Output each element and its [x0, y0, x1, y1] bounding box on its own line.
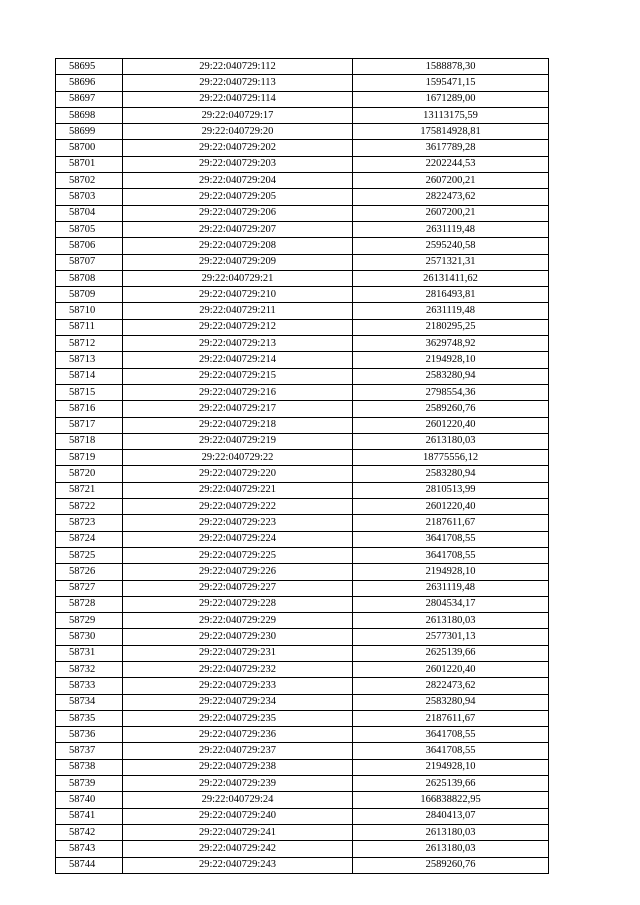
table-row	[56, 433, 549, 449]
value-cell: 13113175,59	[353, 107, 549, 123]
cadastral-number-cell: 29:22:040729:231	[123, 645, 353, 661]
table-row	[56, 189, 549, 205]
table-row	[56, 564, 549, 580]
table-row	[56, 645, 549, 661]
table-row	[56, 352, 549, 368]
row-number-cell: 58721	[56, 482, 123, 498]
cadastral-number-cell: 29:22:040729:214	[123, 352, 353, 368]
table-row	[56, 450, 549, 466]
cadastral-number-cell: 29:22:040729:215	[123, 368, 353, 384]
row-number-cell: 58711	[56, 319, 123, 335]
row-number-cell: 58700	[56, 140, 123, 156]
table-row	[56, 808, 549, 824]
value-cell: 2631119,48	[353, 580, 549, 596]
cadastral-number-cell: 29:22:040729:216	[123, 384, 353, 400]
cadastral-number-cell: 29:22:040729:230	[123, 629, 353, 645]
row-number-cell: 58736	[56, 727, 123, 743]
cadastral-number-cell: 29:22:040729:218	[123, 417, 353, 433]
value-cell: 3641708,55	[353, 743, 549, 759]
table-row	[56, 694, 549, 710]
row-number-cell: 58725	[56, 547, 123, 563]
value-cell: 2607200,21	[353, 173, 549, 189]
cadastral-number-cell: 29:22:040729:221	[123, 482, 353, 498]
value-cell: 2583280,94	[353, 466, 549, 482]
value-cell: 2840413,07	[353, 808, 549, 824]
cadastral-number-cell: 29:22:040729:233	[123, 678, 353, 694]
cadastral-number-cell: 29:22:040729:220	[123, 466, 353, 482]
value-cell: 2601220,40	[353, 499, 549, 515]
table-row	[56, 678, 549, 694]
cadastral-number-cell: 29:22:040729:222	[123, 499, 353, 515]
cadastral-number-cell: 29:22:040729:223	[123, 515, 353, 531]
row-number-cell: 58699	[56, 124, 123, 140]
value-cell: 2810513,99	[353, 482, 549, 498]
row-number-cell: 58696	[56, 75, 123, 91]
cadastral-number-cell: 29:22:040729:114	[123, 91, 353, 107]
cadastral-number-cell: 29:22:040729:22	[123, 450, 353, 466]
cadastral-number-cell: 29:22:040729:212	[123, 319, 353, 335]
cadastral-number-cell: 29:22:040729:112	[123, 59, 353, 75]
table-row	[56, 107, 549, 123]
value-cell: 1671289,00	[353, 91, 549, 107]
table-row	[56, 75, 549, 91]
table-row	[56, 303, 549, 319]
cadastral-number-cell: 29:22:040729:210	[123, 287, 353, 303]
row-number-cell: 58739	[56, 776, 123, 792]
value-cell: 2822473,62	[353, 189, 549, 205]
cadastral-number-cell: 29:22:040729:243	[123, 857, 353, 873]
row-number-cell: 58743	[56, 841, 123, 857]
row-number-cell: 58741	[56, 808, 123, 824]
value-cell: 2613180,03	[353, 433, 549, 449]
table-row	[56, 140, 549, 156]
row-number-cell: 58715	[56, 384, 123, 400]
table-row	[56, 417, 549, 433]
row-number-cell: 58733	[56, 678, 123, 694]
row-number-cell: 58709	[56, 287, 123, 303]
value-cell: 3641708,55	[353, 547, 549, 563]
table-row	[56, 743, 549, 759]
value-cell: 2822473,62	[353, 678, 549, 694]
table-row	[56, 287, 549, 303]
table-row	[56, 221, 549, 237]
table-row	[56, 613, 549, 629]
row-number-cell: 58705	[56, 221, 123, 237]
value-cell: 2613180,03	[353, 841, 549, 857]
value-cell: 2194928,10	[353, 759, 549, 775]
value-cell: 2607200,21	[353, 205, 549, 221]
value-cell: 2631119,48	[353, 303, 549, 319]
table-row	[56, 727, 549, 743]
value-cell: 2798554,36	[353, 384, 549, 400]
table-row	[56, 368, 549, 384]
table-row	[56, 776, 549, 792]
row-number-cell: 58724	[56, 531, 123, 547]
value-cell: 2589260,76	[353, 401, 549, 417]
cadastral-number-cell: 29:22:040729:224	[123, 531, 353, 547]
value-cell: 2816493,81	[353, 287, 549, 303]
row-number-cell: 58698	[56, 107, 123, 123]
table-row	[56, 173, 549, 189]
value-cell: 2202244,53	[353, 156, 549, 172]
cadastral-number-cell: 29:22:040729:211	[123, 303, 353, 319]
table-row	[56, 857, 549, 873]
row-number-cell: 58695	[56, 59, 123, 75]
value-cell: 2180295,25	[353, 319, 549, 335]
cadastral-number-cell: 29:22:040729:24	[123, 792, 353, 808]
table-row	[56, 91, 549, 107]
cadastral-number-cell: 29:22:040729:217	[123, 401, 353, 417]
cadastral-number-cell: 29:22:040729:234	[123, 694, 353, 710]
cadastral-number-cell: 29:22:040729:239	[123, 776, 353, 792]
row-number-cell: 58717	[56, 417, 123, 433]
cadastral-number-cell: 29:22:040729:213	[123, 336, 353, 352]
table-row	[56, 124, 549, 140]
cadastral-number-cell: 29:22:040729:219	[123, 433, 353, 449]
table-row	[56, 466, 549, 482]
value-cell: 2187611,67	[353, 515, 549, 531]
cadastral-number-cell: 29:22:040729:225	[123, 547, 353, 563]
table-row	[56, 238, 549, 254]
table-row	[56, 384, 549, 400]
cadastral-number-cell: 29:22:040729:227	[123, 580, 353, 596]
value-cell: 18775556,12	[353, 450, 549, 466]
row-number-cell: 58734	[56, 694, 123, 710]
row-number-cell: 58731	[56, 645, 123, 661]
row-number-cell: 58718	[56, 433, 123, 449]
row-number-cell: 58730	[56, 629, 123, 645]
value-cell: 2601220,40	[353, 661, 549, 677]
cadastral-number-cell: 29:22:040729:113	[123, 75, 353, 91]
cadastral-number-cell: 29:22:040729:229	[123, 613, 353, 629]
row-number-cell: 58701	[56, 156, 123, 172]
value-cell: 2589260,76	[353, 857, 549, 873]
row-number-cell: 58726	[56, 564, 123, 580]
cadastral-number-cell: 29:22:040729:209	[123, 254, 353, 270]
cadastral-number-cell: 29:22:040729:232	[123, 661, 353, 677]
table-row	[56, 759, 549, 775]
value-cell: 2631119,48	[353, 221, 549, 237]
table-row	[56, 205, 549, 221]
value-cell: 175814928,81	[353, 124, 549, 140]
cadastral-number-cell: 29:22:040729:237	[123, 743, 353, 759]
value-cell: 2194928,10	[353, 352, 549, 368]
value-cell: 2187611,67	[353, 710, 549, 726]
table-row	[56, 515, 549, 531]
value-cell: 2601220,40	[353, 417, 549, 433]
cadastral-number-cell: 29:22:040729:240	[123, 808, 353, 824]
value-cell: 2595240,58	[353, 238, 549, 254]
row-number-cell: 58710	[56, 303, 123, 319]
table-row	[56, 596, 549, 612]
cadastral-number-cell: 29:22:040729:205	[123, 189, 353, 205]
table-row	[56, 531, 549, 547]
table-row	[56, 841, 549, 857]
value-cell: 2613180,03	[353, 824, 549, 840]
table-body	[56, 59, 549, 874]
cadastral-number-cell: 29:22:040729:20	[123, 124, 353, 140]
row-number-cell: 58732	[56, 661, 123, 677]
cadastral-number-cell: 29:22:040729:17	[123, 107, 353, 123]
table-row	[56, 710, 549, 726]
cadastral-number-cell: 29:22:040729:206	[123, 205, 353, 221]
row-number-cell: 58706	[56, 238, 123, 254]
row-number-cell: 58738	[56, 759, 123, 775]
cadastral-number-cell: 29:22:040729:241	[123, 824, 353, 840]
row-number-cell: 58704	[56, 205, 123, 221]
table-row	[56, 336, 549, 352]
value-cell: 26131411,62	[353, 270, 549, 286]
value-cell: 2583280,94	[353, 694, 549, 710]
table-row	[56, 401, 549, 417]
row-number-cell: 58740	[56, 792, 123, 808]
row-number-cell: 58707	[56, 254, 123, 270]
row-number-cell: 58735	[56, 710, 123, 726]
cadastral-number-cell: 29:22:040729:204	[123, 173, 353, 189]
cadastral-number-cell: 29:22:040729:202	[123, 140, 353, 156]
value-cell: 2194928,10	[353, 564, 549, 580]
value-cell: 2583280,94	[353, 368, 549, 384]
cadastral-number-cell: 29:22:040729:226	[123, 564, 353, 580]
table-row	[56, 482, 549, 498]
row-number-cell: 58720	[56, 466, 123, 482]
row-number-cell: 58723	[56, 515, 123, 531]
row-number-cell: 58708	[56, 270, 123, 286]
cadastral-number-cell: 29:22:040729:21	[123, 270, 353, 286]
value-cell: 3641708,55	[353, 531, 549, 547]
value-cell: 2577301,13	[353, 629, 549, 645]
table-row	[56, 59, 549, 75]
row-number-cell: 58713	[56, 352, 123, 368]
value-cell: 2613180,03	[353, 613, 549, 629]
row-number-cell: 58716	[56, 401, 123, 417]
row-number-cell: 58737	[56, 743, 123, 759]
table-row	[56, 792, 549, 808]
cadastral-number-cell: 29:22:040729:228	[123, 596, 353, 612]
table-row	[56, 254, 549, 270]
row-number-cell: 58702	[56, 173, 123, 189]
value-cell: 2571321,31	[353, 254, 549, 270]
value-cell: 3629748,92	[353, 336, 549, 352]
row-number-cell: 58744	[56, 857, 123, 873]
table-row	[56, 547, 549, 563]
table-row	[56, 629, 549, 645]
table-row	[56, 824, 549, 840]
row-number-cell: 58712	[56, 336, 123, 352]
value-cell: 3641708,55	[353, 727, 549, 743]
value-cell: 1595471,15	[353, 75, 549, 91]
table-row	[56, 580, 549, 596]
value-cell: 166838822,95	[353, 792, 549, 808]
value-cell: 2625139,66	[353, 645, 549, 661]
table-row	[56, 661, 549, 677]
table-row	[56, 270, 549, 286]
cadastral-number-cell: 29:22:040729:238	[123, 759, 353, 775]
row-number-cell: 58719	[56, 450, 123, 466]
cadastral-value-table	[55, 58, 549, 874]
row-number-cell: 58714	[56, 368, 123, 384]
value-cell: 2625139,66	[353, 776, 549, 792]
row-number-cell: 58742	[56, 824, 123, 840]
row-number-cell: 58728	[56, 596, 123, 612]
cadastral-number-cell: 29:22:040729:236	[123, 727, 353, 743]
cadastral-number-cell: 29:22:040729:208	[123, 238, 353, 254]
row-number-cell: 58729	[56, 613, 123, 629]
table-row	[56, 319, 549, 335]
row-number-cell: 58722	[56, 499, 123, 515]
row-number-cell: 58727	[56, 580, 123, 596]
value-cell: 2804534,17	[353, 596, 549, 612]
row-number-cell: 58697	[56, 91, 123, 107]
value-cell: 3617789,28	[353, 140, 549, 156]
value-cell: 1588878,30	[353, 59, 549, 75]
table-row	[56, 156, 549, 172]
cadastral-number-cell: 29:22:040729:242	[123, 841, 353, 857]
cadastral-number-cell: 29:22:040729:235	[123, 710, 353, 726]
table-row	[56, 499, 549, 515]
row-number-cell: 58703	[56, 189, 123, 205]
cadastral-number-cell: 29:22:040729:207	[123, 221, 353, 237]
cadastral-number-cell: 29:22:040729:203	[123, 156, 353, 172]
